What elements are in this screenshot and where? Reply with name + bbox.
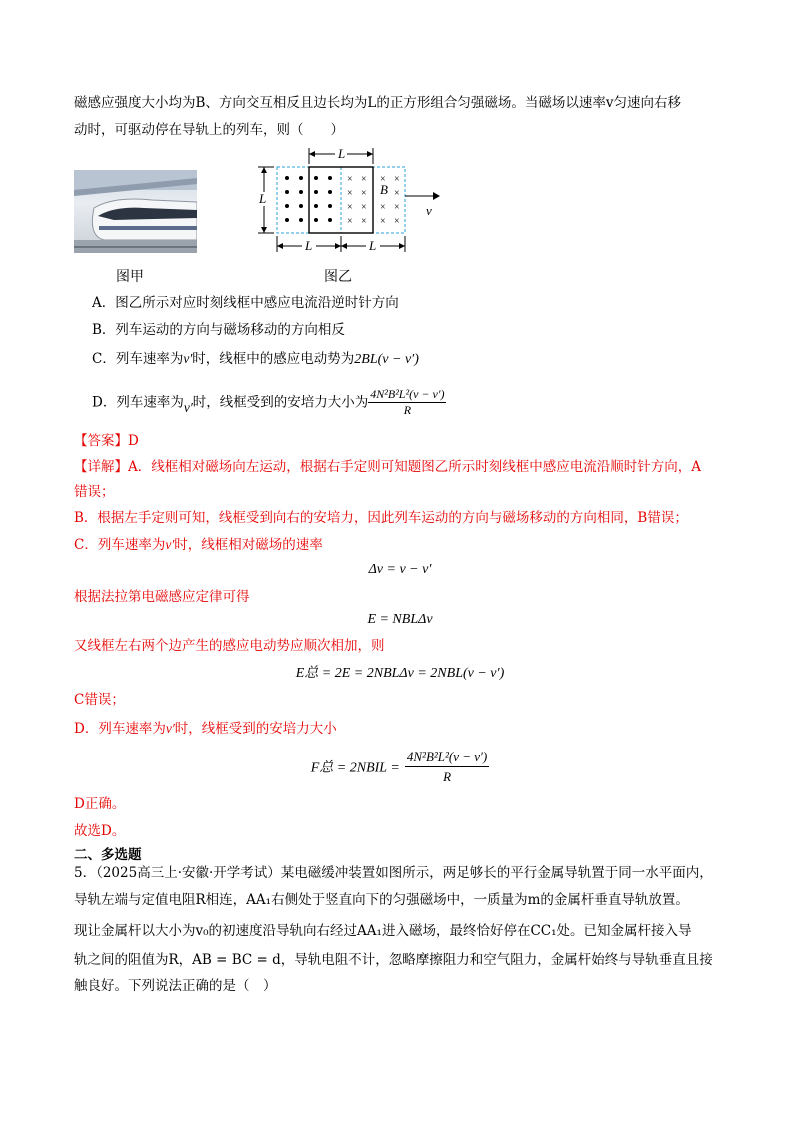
- section-title: 二、多选题: [74, 847, 142, 863]
- option-d-vprime: v′: [183, 400, 193, 415]
- train-photo: [74, 170, 197, 253]
- explain-a-line2: 错误；: [74, 484, 115, 500]
- explain-c-suffix: 时，线框相对磁场的速率: [174, 537, 323, 553]
- option-d-fraction: [368, 387, 446, 418]
- explain-a-line1: [74, 458, 701, 476]
- svg-text:×: ×: [380, 216, 386, 227]
- equation-force: [0, 747, 800, 786]
- svg-text:×: ×: [361, 188, 367, 199]
- svg-text:×: ×: [394, 174, 400, 185]
- equation-force-left: F总 = 2NBIL =: [310, 760, 400, 776]
- option-d-prefix: D．列车速率为: [92, 394, 184, 411]
- option-c: [92, 350, 419, 369]
- svg-text:×: ×: [361, 216, 367, 227]
- equation-emf: E = NBLΔv: [367, 612, 433, 627]
- option-d-mid: 时，线框受到的安培力大小为: [192, 394, 369, 411]
- equation-delta-v: Δv = v − v′: [368, 562, 432, 577]
- equation-force-denominator: R: [443, 769, 452, 784]
- velocity-arrowhead: [433, 192, 440, 200]
- label-bottom-L1: L: [305, 238, 313, 253]
- label-B: B: [380, 182, 388, 197]
- svg-text:×: ×: [394, 202, 400, 213]
- c-wrong: C错误；: [74, 692, 125, 708]
- option-c-prefix: C．列车速率为: [92, 351, 184, 367]
- q5-line2: 导轨左端与定值电阻R相连，AA₁右侧处于竖直向下的匀强磁场中，一质量为m的金属杆垂直导轨放置。: [74, 892, 689, 908]
- magnetic-field-diagram: [250, 140, 450, 265]
- option-d-numerator: 4N²B²L²(v − v′): [370, 387, 445, 401]
- svg-text:×: ×: [380, 174, 386, 185]
- q5-line4: 轨之间的阻值为R，AB = BC = d，导轨电阻不计，忽略摩擦阻力和空气阻力，金属杆始终与导轨垂直且接: [74, 952, 713, 968]
- option-c-vprime: v′: [183, 351, 193, 366]
- explain-c: [74, 536, 323, 554]
- equation-force-fraction: [405, 747, 489, 786]
- label-left-L: L: [259, 191, 267, 206]
- question-intro-line1: 磁感应强度大小均为B、方向交互相反且边长均为L的正方形组合匀强磁场。当磁场以速率v匀速向右移: [74, 95, 682, 111]
- svg-text:×: ×: [394, 188, 400, 199]
- q5-line5: 触良好。下列说法正确的是（ ）: [74, 978, 277, 994]
- svg-text:×: ×: [361, 202, 367, 213]
- explain-c-vprime: v′: [165, 537, 175, 552]
- svg-text:×: ×: [347, 216, 353, 227]
- explain-d: [74, 720, 337, 738]
- faraday-line: 根据法拉第电磁感应定律可得: [74, 589, 250, 605]
- svg-text:×: ×: [347, 188, 353, 199]
- option-d-denominator: R: [403, 403, 412, 417]
- label-bottom-L2: L: [369, 238, 377, 253]
- q5-line1: 5．（2025高三上·安徽·开学考试）某电磁缓冲装置如图所示，两足够长的平行金属导轨置于同一水平面内，: [74, 865, 713, 881]
- svg-text:×: ×: [347, 174, 353, 185]
- figure-b-caption: 图乙: [324, 269, 352, 285]
- explain-d-prefix: D．列车速率为: [74, 721, 166, 737]
- option-b: B．列车运动的方向与磁场移动的方向相反: [92, 322, 345, 338]
- explain-d-vprime: v′: [165, 721, 175, 736]
- explain-d-suffix: 时，线框受到的安培力大小: [174, 721, 337, 737]
- label-v: v: [426, 203, 432, 218]
- explain-c-prefix: C．列车速率为: [74, 537, 166, 553]
- equation-force-numerator: 4N²B²L²(v − v′): [405, 747, 489, 767]
- equation-total-emf: E总 = 2E = 2NBLΔv = 2NBL(v − v′): [295, 666, 505, 681]
- explain-a-text: A．线框相对磁场向左运动，根据右手定则可知题图乙所示时刻线框中感应电流沿顺时针方向，A: [128, 459, 701, 475]
- answer-label: 【答案】D: [74, 433, 139, 449]
- svg-text:×: ×: [394, 216, 400, 227]
- choose-line: 故选D。: [74, 823, 126, 839]
- d-right: D正确。: [74, 796, 126, 812]
- option-c-mid: 时，线框中的感应电动势为: [192, 351, 355, 367]
- svg-text:×: ×: [361, 174, 367, 185]
- sum-line: 又线框左右两个边产生的感应电动势应顺次相加，则: [74, 638, 385, 654]
- figure-a-caption: 图甲: [116, 269, 144, 285]
- option-a: A．图乙所示对应时刻线框中感应电流沿逆时针方向: [92, 295, 399, 311]
- option-c-expr: 2BL(v − v′): [354, 352, 419, 367]
- explain-b: B．根据左手定则可知，线框受到向右的安培力，因此列车运动的方向与磁场移动的方向相同，B错误；: [74, 510, 688, 526]
- label-top-L: L: [338, 146, 346, 161]
- q5-line3: 现让金属杆以大小为v₀的初速度沿导轨向右经过AA₁进入磁场，最终恰好停在CC₁处。已知金属杆接入导: [74, 923, 692, 939]
- question-intro-line2: 动时，可驱动停在导轨上的列车，则（ ）: [74, 122, 344, 138]
- option-d: [92, 387, 446, 418]
- svg-text:×: ×: [347, 202, 353, 213]
- detail-label: 【详解】: [74, 459, 128, 475]
- svg-text:×: ×: [380, 202, 386, 213]
